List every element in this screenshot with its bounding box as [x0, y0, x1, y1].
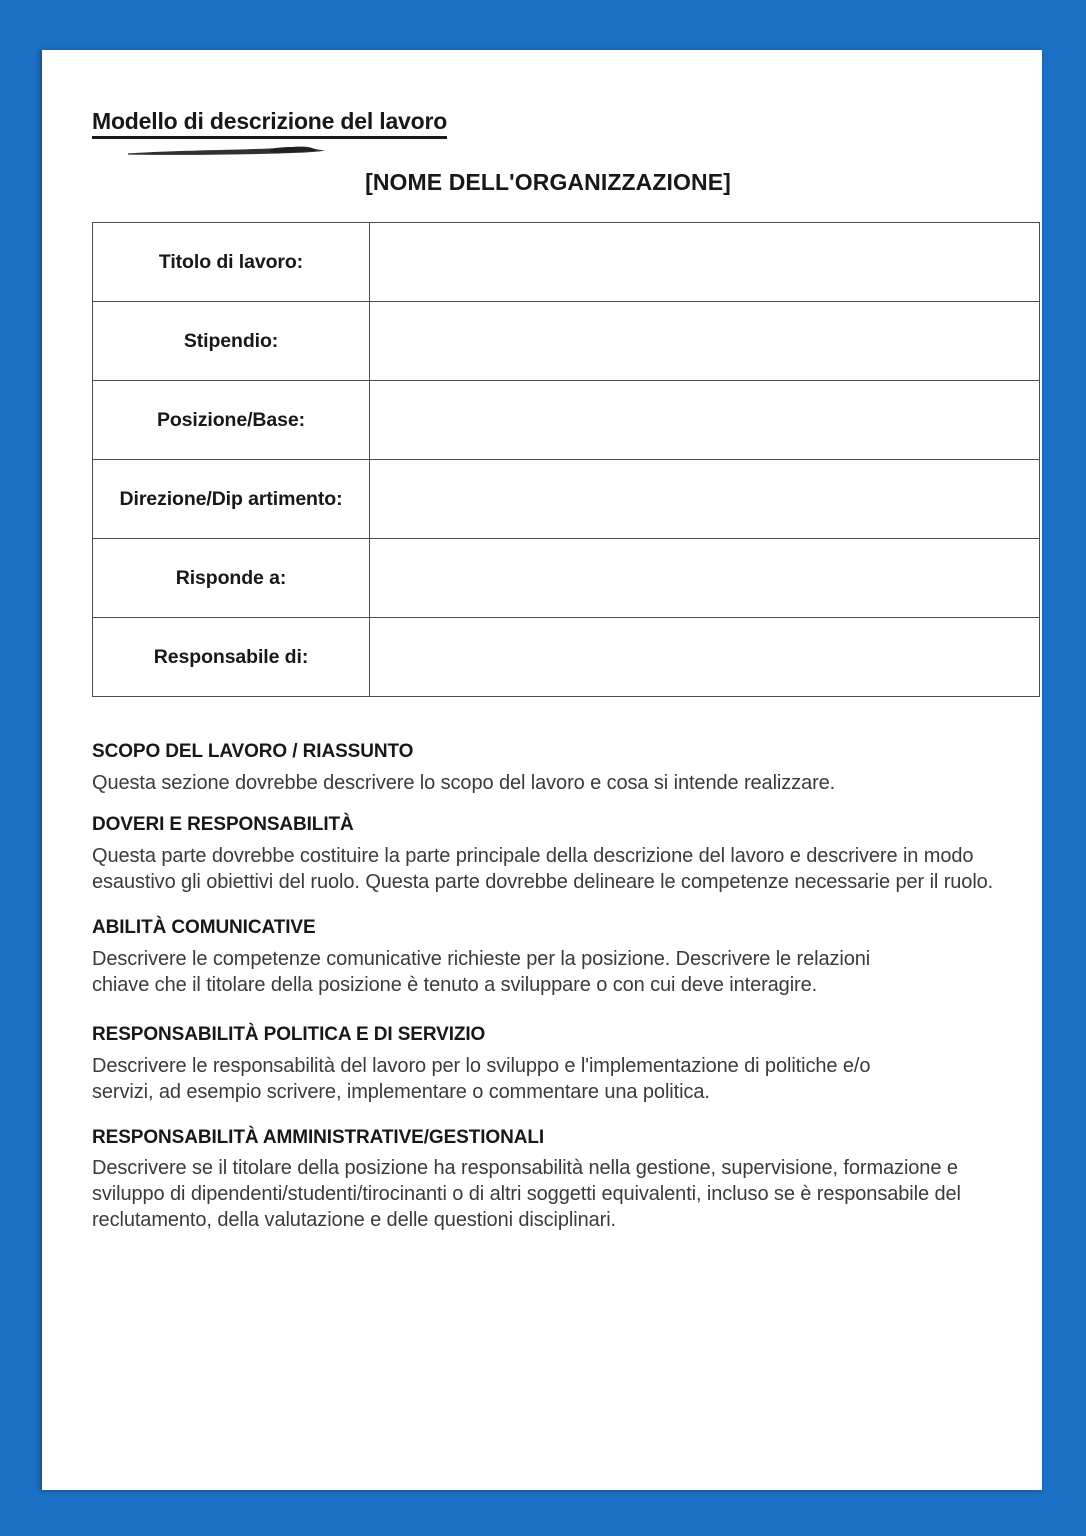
field-label-risponde-a: Risponde a:: [93, 539, 370, 618]
field-label-direzione-dipartimento: Direzione/Dip artimento:: [93, 460, 370, 539]
table-row: [93, 460, 1040, 539]
section-heading: DOVERI E RESPONSABILITÀ: [92, 814, 354, 836]
field-input-direzione-dipartimento[interactable]: [370, 460, 1040, 539]
section-body: Descrivere le responsabilità del lavoro per lo sviluppo e l'implementazione di politiche e/o servizi, ad esempio scrivere, implementare o commentare una politica.: [92, 1054, 871, 1103]
table-row: [93, 223, 1040, 302]
section-doveri-e-responsabilita: [92, 814, 1032, 895]
section-body: Descrivere le competenze comunicative richieste per la posizione. Descrivere le relazioni chiave che il titolare della posizione è tenuto a sviluppare o con cui deve interagire.: [92, 947, 871, 996]
section-responsabilita-politica-e-di-servizio: [92, 1024, 1032, 1105]
field-label-stipendio: Stipendio:: [93, 302, 370, 381]
field-input-risponde-a[interactable]: [370, 539, 1040, 618]
field-input-posizione-base[interactable]: [370, 381, 1040, 460]
section-heading: ABILITÀ COMUNICATIVE: [92, 917, 316, 939]
field-input-responsabile-di[interactable]: [370, 618, 1040, 697]
field-label-responsabile-di: Responsabile di:: [93, 618, 370, 697]
field-label-posizione-base: Posizione/Base:: [93, 381, 370, 460]
section-abilita-comunicative: [92, 917, 1032, 998]
job-info-table-body: [93, 223, 1040, 697]
section-heading: RESPONSABILITÀ AMMINISTRATIVE/GESTIONALI: [92, 1126, 545, 1148]
brush-stroke-decoration: [126, 143, 1032, 171]
table-row: [93, 618, 1040, 697]
section-scopo-del-lavoro: [92, 741, 1032, 796]
field-label-titolo-di-lavoro: Titolo di lavoro:: [93, 223, 370, 302]
field-input-stipendio[interactable]: [370, 302, 1040, 381]
section-body: Descrivere se il titolare della posizione ha responsabilità nella gestione, supervisione, formazione e sviluppo di dipendenti/studenti/tirocinanti o di altri soggetti equivalenti, incluso se è responsabile del reclutamento, della valutazione e delle questioni disciplinari.: [92, 1157, 961, 1232]
section-heading: RESPONSABILITÀ POLITICA E DI SERVIZIO: [92, 1023, 486, 1045]
section-body: Questa sezione dovrebbe descrivere lo scopo del lavoro e cosa si intende realizzare.: [92, 772, 836, 795]
document-header: [92, 108, 1032, 196]
document-content: [92, 108, 1032, 1251]
organization-name: [NOME DELL'ORGANIZZAZIONE]: [365, 169, 731, 196]
job-info-table: [92, 222, 1040, 697]
section-responsabilita-amministrative-gestionali: [92, 1127, 1032, 1234]
sections-container: [92, 741, 1032, 1233]
table-row: [93, 302, 1040, 381]
field-input-titolo-di-lavoro[interactable]: [370, 223, 1040, 302]
table-row: [93, 539, 1040, 618]
table-row: [93, 381, 1040, 460]
page-title: Modello di descrizione del lavoro: [92, 108, 447, 139]
document-page: [42, 50, 1042, 1490]
section-body: Questa parte dovrebbe costituire la parte principale della descrizione del lavoro e descrivere in modo esaustivo gli obiettivi del ruolo. Questa parte dovrebbe delineare le competenze necessarie per il ruolo.: [92, 845, 994, 894]
section-heading: SCOPO DEL LAVORO / RIASSUNTO: [92, 741, 414, 763]
